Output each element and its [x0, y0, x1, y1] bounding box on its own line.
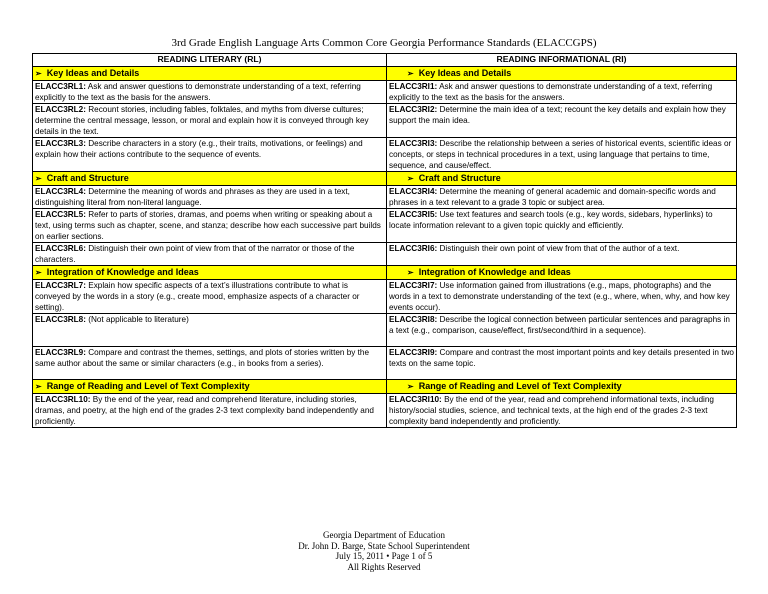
- section-header-right: [387, 380, 737, 394]
- standard-cell-left: [33, 314, 387, 347]
- standard-cell-left: [33, 347, 387, 380]
- section-header-right: [387, 172, 737, 186]
- arrow-bullet-icon: ➢: [35, 69, 42, 78]
- table-row: [33, 138, 737, 172]
- section-title: Range of Reading and Level of Text Complexity: [418, 381, 622, 391]
- standard-cell-left: [33, 394, 387, 428]
- standard-text: Determine the meaning of words and phrases as they are used in a text, distinguishing literal from non-literal language.: [35, 187, 350, 207]
- section-title: Craft and Structure: [418, 173, 501, 183]
- table-row: [33, 186, 737, 209]
- standard-code: ELACC3RL10:: [35, 395, 91, 404]
- column-header-row: [33, 54, 737, 67]
- table-row: [33, 394, 737, 428]
- table-row: [33, 280, 737, 314]
- standard-text: Compare and contrast the most important points and key details presented in two texts on the same topic.: [389, 348, 734, 368]
- standard-text: Distinguish their own point of view from that of the author of a text.: [439, 244, 680, 253]
- standard-cell-left: [33, 209, 387, 243]
- section-title: Key Ideas and Details: [418, 68, 512, 78]
- footer-department: Georgia Department of Education: [322, 530, 446, 540]
- section-header-row: [33, 67, 737, 81]
- standard-text: Use text features and search tools (e.g., key words, sidebars, hyperlinks) to locate information relevant to a given topic quickly and efficiently.: [389, 210, 713, 230]
- section-header-right: [387, 266, 737, 280]
- standard-cell-right: [387, 243, 737, 266]
- standard-code: ELACC3RI9:: [389, 348, 438, 357]
- table-row: [33, 347, 737, 380]
- standard-cell-right: [387, 347, 737, 380]
- section-title: Key Ideas and Details: [46, 68, 140, 78]
- standard-code: ELACC3RL3:: [35, 139, 86, 148]
- standard-code: ELACC3RI10:: [389, 395, 442, 404]
- standard-text: (Not applicable to literature): [88, 315, 189, 324]
- standard-cell-right: [387, 280, 737, 314]
- section-title: Range of Reading and Level of Text Complexity: [46, 381, 250, 391]
- standard-cell-left: [33, 138, 387, 172]
- table-row: [33, 243, 737, 266]
- section-header-row: [33, 172, 737, 186]
- standard-code: ELACC3RI3:: [389, 139, 438, 148]
- section-title: Integration of Knowledge and Ideas: [418, 267, 571, 277]
- standard-code: ELACC3RL1:: [35, 82, 86, 91]
- section-header-left: [33, 67, 387, 81]
- section-header-left: [33, 172, 387, 186]
- standard-text: Refer to parts of stories, dramas, and poems when writing or speaking about a text, using terms such as chapter, scene, and stanza; describe how each successive part builds on earlier sections.: [35, 210, 381, 241]
- standard-code: ELACC3RI2:: [389, 105, 438, 114]
- standard-text: Describe the logical connection between particular sentences and paragraphs in a text (e.g., comparison, cause/effect, first/second/third in a sequence).: [389, 315, 730, 335]
- standard-text: Explain how specific aspects of a text’s illustrations contribute to what is conveyed by the words in a story (e.g., create mood, emphasize aspects of a character or setting).: [35, 281, 360, 312]
- standard-cell-right: [387, 81, 737, 104]
- standard-cell-right: [387, 104, 737, 138]
- standard-text: Describe characters in a story (e.g., their traits, motivations, or feelings) and explain how their actions contribute to the sequence of events.: [35, 139, 363, 159]
- section-header-row: [33, 266, 737, 280]
- table-row: [33, 104, 737, 138]
- standard-text: Describe the relationship between a series of historical events, scientific ideas or concepts, or steps in technical procedures in a text, using language that pertains to time, sequence, and cause/effect.: [389, 139, 732, 170]
- table-row: [33, 314, 737, 347]
- standard-text: By the end of the year, read and comprehend literature, including stories, dramas, and poetry, at the high end of the grades 2-3 text complexity band independently and proficiently.: [35, 395, 374, 426]
- standard-text: Compare and contrast the themes, settings, and plots of stories written by the same author about the same or similar characters (e.g., in books from a series).: [35, 348, 370, 368]
- standard-code: ELACC3RI8:: [389, 315, 438, 324]
- footer-rights: All Rights Reserved: [347, 561, 421, 572]
- footer-date-page: July 15, 2011 • Page 1 of 5: [335, 551, 433, 561]
- standard-code: ELACC3RL5:: [35, 210, 86, 219]
- arrow-bullet-icon: ➢: [407, 174, 414, 183]
- arrow-bullet-icon: ➢: [35, 382, 42, 391]
- standard-cell-right: [387, 314, 737, 347]
- section-title: Integration of Knowledge and Ideas: [46, 267, 199, 277]
- standard-text: Distinguish their own point of view from that of the narrator or those of the characters.: [35, 244, 355, 264]
- section-header-left: [33, 380, 387, 394]
- arrow-bullet-icon: ➢: [35, 268, 42, 277]
- standard-cell-right: [387, 186, 737, 209]
- footer-superintendent: Dr. John D. Barge, State School Superintendent: [298, 540, 470, 551]
- standard-cell-left: [33, 280, 387, 314]
- arrow-bullet-icon: ➢: [407, 268, 414, 277]
- section-header-row: [33, 380, 737, 394]
- standard-code: ELACC3RI4:: [389, 187, 438, 196]
- standard-text: Recount stories, including fables, folktales, and myths from diverse cultures; determine the central message, lesson, or moral and explain how it is conveyed through key details in the text.: [35, 105, 369, 136]
- standard-text: Ask and answer questions to demonstrate understanding of a text, referring explicitly to the text as the basis for the answers.: [389, 82, 713, 102]
- standards-table: [32, 53, 737, 428]
- column-header-reading-literary: READING LITERARY (RL): [33, 54, 387, 67]
- standard-text: Ask and answer questions to demonstrate understanding of a text, referring explicitly to the text as the basis for the answers.: [35, 82, 361, 102]
- page-title: 3rd Grade English Language Arts Common Core Georgia Performance Standards (ELACCGPS): [171, 37, 597, 49]
- arrow-bullet-icon: ➢: [407, 382, 414, 391]
- column-header-reading-informational: READING INFORMATIONAL (RI): [387, 54, 737, 67]
- arrow-bullet-icon: ➢: [35, 174, 42, 183]
- section-header-left: [33, 266, 387, 280]
- standard-code: ELACC3RL2:: [35, 105, 86, 114]
- standard-cell-right: [387, 138, 737, 172]
- standard-code: ELACC3RL9:: [35, 348, 86, 357]
- standard-code: ELACC3RI1:: [389, 82, 438, 91]
- table-body: [33, 67, 737, 428]
- standard-cell-left: [33, 243, 387, 266]
- standard-code: ELACC3RL7:: [35, 281, 86, 290]
- table-row: [33, 81, 737, 104]
- standard-text: Determine the main idea of a text; recount the key details and explain how they support the main idea.: [389, 105, 726, 125]
- table-row: [33, 209, 737, 243]
- standard-code: ELACC3RI5:: [389, 210, 438, 219]
- standard-code: ELACC3RL4:: [35, 187, 86, 196]
- standard-cell-left: [33, 81, 387, 104]
- standard-text: By the end of the year, read and comprehend informational texts, including history/social studies, science, and technical texts, at the high end of the grades 2-3 text complexity band independently and proficiently.: [389, 395, 714, 426]
- standard-cell-right: [387, 209, 737, 243]
- standard-cell-left: [33, 186, 387, 209]
- standard-cell-right: [387, 394, 737, 428]
- standard-cell-left: [33, 104, 387, 138]
- section-header-right: [387, 67, 737, 81]
- page-footer: [0, 530, 768, 572]
- standard-code: ELACC3RI6:: [389, 244, 438, 253]
- standard-code: ELACC3RL8:: [35, 315, 86, 324]
- arrow-bullet-icon: ➢: [407, 69, 414, 78]
- section-title: Craft and Structure: [46, 173, 129, 183]
- standard-code: ELACC3RL6:: [35, 244, 86, 253]
- standard-text: Use information gained from illustrations (e.g., maps, photographs) and the words in a text to demonstrate understanding of the text (e.g., where, when, why, and how key events occur).: [389, 281, 730, 312]
- standard-code: ELACC3RI7:: [389, 281, 438, 290]
- standard-text: Determine the meaning of general academic and domain-specific words and phrases in a text relevant to a grade 3 topic or subject area.: [389, 187, 716, 207]
